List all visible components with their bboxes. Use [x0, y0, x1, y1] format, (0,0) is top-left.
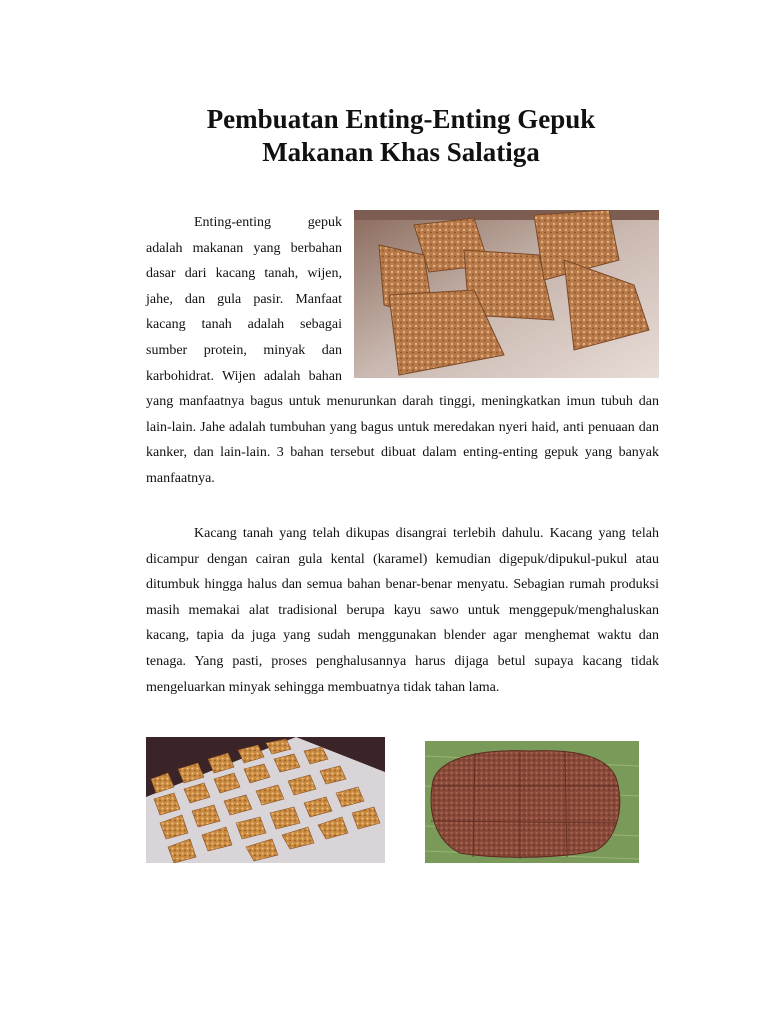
paragraph-1-text: Enting-enting gepuk adalah makanan yang berbahan dasar dari kacang tanah, wijen, jahe, dan gula pasir. Manfaat kacang tanah adalah sebagai sumber protein, minyak dan karbohidrat. Wijen adalah bahan yang manfaatnya bagus untuk menurunkan darah tinggi, meningkatkan imun tubuh dan lain-lain. Jahe adalah tumbuhan yang bagus untuk meredakan nyeri haid, anti penuaan dan kanker, dan lain-lain. 3 bahan tersebut dibuat dalam enting-enting gepuk yang banyak manfaatnya.	[146, 215, 659, 486]
enting-enting-pieces-photo	[354, 210, 659, 378]
page-title	[100, 103, 702, 169]
title-line-1: Pembuatan Enting-Enting Gepuk	[206, 104, 596, 134]
enting-enting-on-leaf-photo	[425, 741, 639, 863]
paragraph-2	[146, 521, 659, 700]
enting-enting-squares-photo	[146, 737, 385, 863]
title-line-2: Makanan Khas Salatiga	[262, 137, 540, 167]
paragraph-1	[146, 210, 659, 492]
paragraph-2-text: Kacang tanah yang telah dikupas disangrai terlebih dahulu. Kacang yang telah dicampur dengan cairan gula kental (karamel) kemudian digepuk/dipukul-pukul atau ditumbuk hingga halus dan semua bahan benar-benar menyatu. Sebagian rumah produksi masih memakai alat tradisional berupa kayu sawo untuk menggepuk/menghaluskan kacang, tapia da juga yang sudah menggunakan blender agar menghemat waktu dan tenaga. Yang pasti, proses penghalusannya harus dijaga betul supaya kacang tidak mengeluarkan minyak sehingga membuatnya tidak tahan lama.	[146, 526, 659, 695]
